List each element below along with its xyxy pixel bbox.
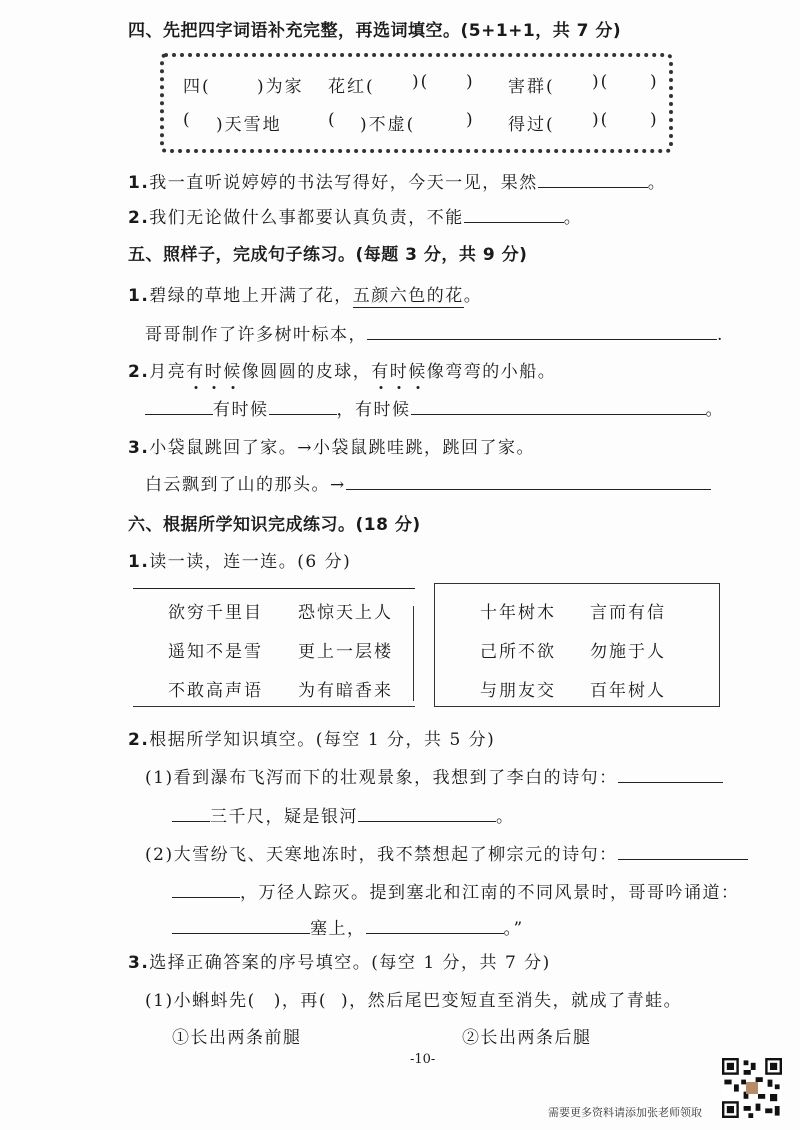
- dotted-char: 时: [205, 362, 224, 382]
- idiom-2: 花红(: [328, 77, 375, 97]
- s5-q1-task: 哥哥制作了许多树叶标本， .: [145, 325, 724, 345]
- idiom-box: [160, 53, 673, 153]
- qr-code-icon: [722, 1058, 782, 1118]
- s5-q2-task: 有时候 ，有时候 。: [145, 395, 724, 420]
- s5-q1-example: 1.碧绿的草地上开满了花，五颜六色的花。: [128, 286, 483, 306]
- idiom-2-mid: )(: [412, 72, 430, 92]
- matching-box-right: [434, 583, 720, 707]
- answer-blank[interactable]: [464, 206, 564, 223]
- saying-part[interactable]: 十年树木: [480, 603, 556, 623]
- saying-part[interactable]: 与朋友交: [480, 681, 556, 701]
- poem-line[interactable]: 更上一层楼: [298, 642, 393, 662]
- answer-blank[interactable]: [145, 398, 213, 415]
- idiom-4: (: [183, 110, 192, 130]
- s5-q3-task: 白云飘到了山的那头。→: [145, 470, 711, 495]
- answer-blank[interactable]: [366, 917, 504, 934]
- idiom-6-end: ): [650, 110, 659, 130]
- saying-part[interactable]: 勿施于人: [590, 642, 666, 662]
- saying-part[interactable]: 言而有信: [590, 603, 666, 623]
- idiom-4-end: )天雪地: [216, 115, 282, 135]
- s5-q3-example: 3.小袋鼠跳回了家。→小袋鼠跳哇跳，跳回了家。: [128, 438, 536, 458]
- answer-blank[interactable]: [172, 805, 210, 822]
- idiom-6: 得过(: [508, 115, 555, 135]
- answer-blank[interactable]: [618, 766, 723, 783]
- option-2: ②长出两条后腿: [462, 1028, 592, 1048]
- idiom-5-mid: )不虚(: [360, 115, 416, 135]
- idiom-5-end: ): [466, 110, 475, 130]
- s6-q2-1-line2: 三千尺，疑是银河 。: [172, 802, 515, 827]
- idiom-3-end: ): [650, 72, 659, 92]
- answer-blank[interactable]: [367, 323, 717, 340]
- idiom-2-end: ): [466, 72, 475, 92]
- dotted-char: 候: [223, 362, 242, 382]
- s6-q3-title: 3.选择正确答案的序号填空。(每空 1 分，共 7 分): [128, 953, 551, 973]
- s6-q2-2-line2: ，万径人踪灭。提到塞北和江南的不同风景时，哥哥吟诵道：: [172, 878, 740, 903]
- poem-line[interactable]: 恐惊天上人: [298, 603, 393, 623]
- dotted-char: 有: [186, 362, 205, 382]
- section6-title: 六、根据所学知识完成练习。(18 分): [128, 515, 421, 535]
- option-1: ①长出两条前腿: [172, 1028, 302, 1048]
- section5-title: 五、照样子，完成句子练习。(每题 3 分，共 9 分): [128, 245, 528, 265]
- s4-question-1: 1.我一直听说婷婷的书法写得好，今天一见，果然 。: [128, 173, 667, 193]
- poem-line[interactable]: 欲穷千里目: [168, 603, 263, 623]
- page-number: -10-: [410, 1052, 436, 1067]
- idiom-1: 四(: [183, 77, 211, 97]
- s6-q3-1: (1)小蝌蚪先( )，再( )，然后尾巴变短直至消失，就成了青蛙。: [145, 991, 683, 1011]
- s6-q2-title: 2.根据所学知识填空。(每空 1 分，共 5 分): [128, 730, 496, 750]
- answer-blank[interactable]: [358, 805, 496, 822]
- poem-line[interactable]: 不敢高声语: [168, 681, 263, 701]
- poem-line[interactable]: 为有暗香来: [298, 681, 393, 701]
- answer-blank[interactable]: [618, 843, 748, 860]
- idiom-6-mid: )(: [592, 110, 610, 130]
- idiom-3-mid: )(: [592, 72, 610, 92]
- answer-blank[interactable]: [172, 881, 240, 898]
- poem-line[interactable]: 遥知不是雪: [168, 642, 263, 662]
- s6-q1-title: 1.读一读，连一连。(6 分): [128, 552, 352, 572]
- underlined-phrase: 五颜六色的花: [352, 286, 464, 306]
- idiom-1-end: )为家: [257, 77, 304, 97]
- section4-title: 四、先把四字词语补充完整，再选词填空。(5+1+1，共 7 分): [128, 21, 622, 41]
- answer-blank[interactable]: [538, 171, 648, 188]
- s5-q2-example: 2.月亮有 时 候 像圆圆的皮球，有 时 候 像弯弯的小船。: [128, 357, 556, 382]
- box-divider: [413, 606, 414, 701]
- answer-blank[interactable]: [269, 398, 337, 415]
- footer-note: 需要更多资料请添加张老师领取: [548, 1106, 702, 1119]
- saying-part[interactable]: 己所不欲: [480, 642, 556, 662]
- answer-blank[interactable]: [411, 398, 706, 415]
- answer-blank[interactable]: [172, 917, 310, 934]
- s6-q2-2-line3: 塞上， 。”: [172, 914, 524, 939]
- s6-q2-1: (1)看到瀑布飞泻而下的壮观景象，我想到了李白的诗句：: [145, 763, 723, 788]
- answer-blank[interactable]: [346, 473, 711, 490]
- idiom-3: 害群(: [508, 77, 555, 97]
- idiom-5: (: [328, 110, 337, 130]
- saying-part[interactable]: 百年树人: [590, 681, 666, 701]
- s4-question-2: 2.我们无论做什么事都要认真负责，不能 。: [128, 208, 583, 228]
- box-top-line: [133, 588, 415, 589]
- s6-q2-2: (2)大雪纷飞、天寒地冻时，我不禁想起了柳宗元的诗句：: [145, 840, 748, 865]
